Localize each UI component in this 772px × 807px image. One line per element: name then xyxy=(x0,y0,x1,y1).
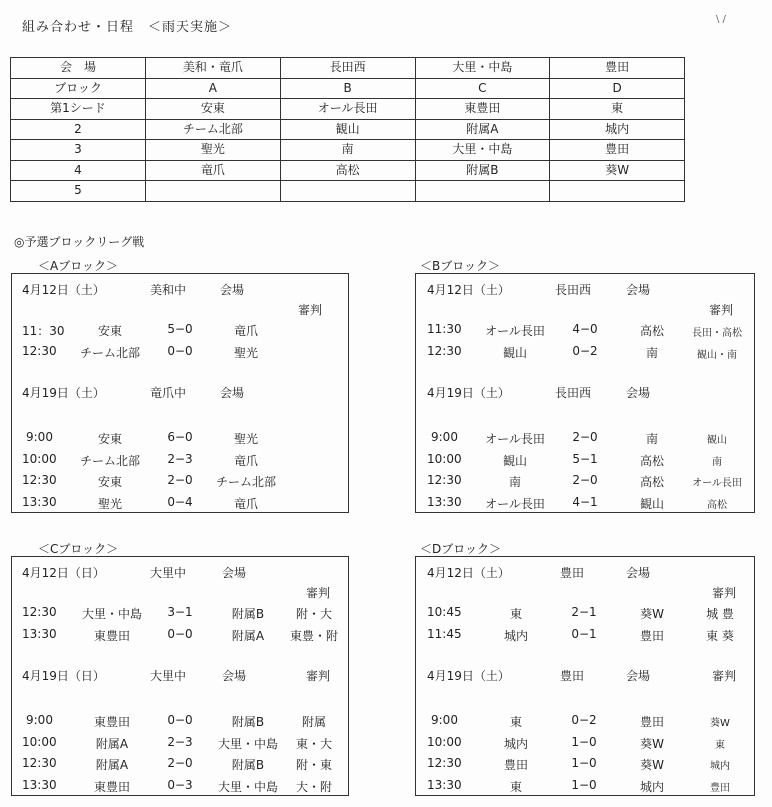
match-referee: 高松 xyxy=(707,500,727,511)
match-away-team: 葵W xyxy=(640,758,664,772)
match-home-team: チーム北部 xyxy=(79,454,141,468)
referee-header: 審判 xyxy=(305,586,331,600)
summary-cell: B xyxy=(280,78,415,99)
match-time: 11：30 xyxy=(22,324,65,338)
block-label: ＜Dブロック＞ xyxy=(420,542,502,556)
match-time: 12:30 xyxy=(22,473,57,487)
match-referee: 長田・高松 xyxy=(692,328,742,339)
match-referee: 東・大 xyxy=(295,737,333,751)
match-day-venue: 会場 xyxy=(625,386,651,400)
summary-cell: 第1シード xyxy=(11,99,146,120)
summary-cell: 豊田 xyxy=(550,140,685,161)
match-time: 12:30 xyxy=(22,344,57,358)
summary-header-cell: 会 場 xyxy=(11,58,146,79)
summary-header-cell: 大里・中島 xyxy=(415,58,550,79)
summary-cell: オール長田 xyxy=(280,99,415,120)
summary-row xyxy=(11,160,685,181)
match-away-team: 葵W xyxy=(640,607,664,621)
match-referee: 大・附 xyxy=(295,780,333,794)
match-score: 2−0 xyxy=(167,473,193,487)
match-away-team: 附属B xyxy=(231,607,265,621)
match-time: 10:00 xyxy=(427,452,462,466)
match-day-venue: 会場 xyxy=(219,386,245,400)
match-score: 2−3 xyxy=(167,452,193,466)
summary-cell: 安東 xyxy=(146,99,281,120)
match-day-school: 豊田 xyxy=(559,566,585,580)
summary-cell: 2 xyxy=(11,119,146,140)
match-day-venue: 会場 xyxy=(625,283,651,297)
summary-cell: D xyxy=(550,78,685,99)
summary-row xyxy=(11,140,685,161)
summary-cell: 葵W xyxy=(550,160,685,181)
match-day-venue: 会場 xyxy=(625,669,651,683)
match-time: 9:00 xyxy=(26,430,53,444)
match-score: 1−0 xyxy=(571,778,597,792)
match-time: 12:30 xyxy=(427,344,462,358)
summary-cell: 聖光 xyxy=(146,140,281,161)
match-referee: 観山・南 xyxy=(697,350,737,361)
match-away-team: 附属B xyxy=(231,715,265,729)
match-time: 9:00 xyxy=(26,713,53,727)
match-away-team: 豊田 xyxy=(639,629,665,643)
summary-cell xyxy=(550,181,685,202)
match-day-date: 4月12日（土） xyxy=(22,283,105,297)
match-home-team: 附属A xyxy=(95,758,129,772)
match-day-date: 4月12日（日） xyxy=(22,566,105,580)
summary-cell: C xyxy=(415,78,550,99)
referee-header: 審判 xyxy=(297,303,323,317)
match-home-team: 聖光 xyxy=(97,497,123,511)
section-heading: ◎予選ブロックリーグ戦 xyxy=(14,235,145,249)
match-day-venue: 会場 xyxy=(625,566,651,580)
match-away-team: 葵W xyxy=(640,737,664,751)
match-time: 9:00 xyxy=(431,430,458,444)
match-day-school: 大里中 xyxy=(149,669,187,683)
match-away-team: 聖光 xyxy=(233,346,259,360)
match-score: 3−1 xyxy=(167,605,193,619)
summary-cell: 3 xyxy=(11,140,146,161)
match-day-date: 4月19日（土） xyxy=(427,669,510,683)
referee-header: 審判 xyxy=(708,303,734,317)
summary-cell: 観山 xyxy=(280,119,415,140)
summary-table xyxy=(10,57,685,202)
match-score: 5−1 xyxy=(572,452,598,466)
match-time: 10:00 xyxy=(427,735,462,749)
match-time: 11:30 xyxy=(427,322,462,336)
match-home-team: 附属A xyxy=(95,737,129,751)
match-away-team: 高松 xyxy=(639,454,665,468)
match-time: 13:30 xyxy=(22,627,57,641)
summary-cell: 5 xyxy=(11,181,146,202)
match-time: 12:30 xyxy=(22,605,57,619)
match-day-date: 4月12日（土） xyxy=(427,283,510,297)
match-home-team: 安東 xyxy=(97,475,123,489)
summary-cell: 大里・中島 xyxy=(415,140,550,161)
match-away-team: 豊田 xyxy=(639,715,665,729)
match-referee: 附・大 xyxy=(295,607,333,621)
match-away-team: 観山 xyxy=(639,497,665,511)
summary-cell xyxy=(146,181,281,202)
match-time: 12:30 xyxy=(427,756,462,770)
match-home-team: オール長田 xyxy=(485,324,545,338)
summary-cell: チーム北部 xyxy=(146,119,281,140)
match-time: 12:30 xyxy=(22,756,57,770)
corner-mark: \ / xyxy=(716,14,726,25)
match-home-team: 東 xyxy=(509,607,523,621)
summary-cell xyxy=(280,181,415,202)
match-away-team: 大里・中島 xyxy=(217,780,279,794)
match-time: 13:30 xyxy=(427,778,462,792)
match-referee: 東 葵 xyxy=(706,629,734,643)
summary-cell: 附属B xyxy=(415,160,550,181)
match-referee: オール長田 xyxy=(692,478,742,489)
match-score: 0−1 xyxy=(571,627,597,641)
match-score: 5−0 xyxy=(167,322,193,336)
summary-cell: 城内 xyxy=(550,119,685,140)
summary-cell: 附属A xyxy=(415,119,550,140)
referee-header: 審判 xyxy=(711,586,737,600)
match-away-team: 高松 xyxy=(639,475,665,489)
match-score: 0−0 xyxy=(167,713,193,727)
match-away-team: 附属B xyxy=(231,758,265,772)
match-time: 12:30 xyxy=(427,473,462,487)
match-away-team: 竜爪 xyxy=(233,324,259,338)
summary-cell: ブロック xyxy=(11,78,146,99)
match-day-school: 大里中 xyxy=(149,566,187,580)
match-referee: 南 xyxy=(712,457,722,468)
match-away-team: 大里・中島 xyxy=(217,737,279,751)
summary-row xyxy=(11,99,685,120)
match-day-school: 長田西 xyxy=(554,283,592,297)
match-score: 2−1 xyxy=(571,605,597,619)
match-referee: 葵W xyxy=(710,718,730,729)
match-away-team: 聖光 xyxy=(233,432,259,446)
match-score: 2−0 xyxy=(572,430,598,444)
match-home-team: 城内 xyxy=(503,737,529,751)
match-time: 10:45 xyxy=(427,605,462,619)
match-home-team: オール長田 xyxy=(485,497,545,511)
match-day-date: 4月19日（日） xyxy=(22,669,105,683)
summary-cell: 高松 xyxy=(280,160,415,181)
summary-header-row xyxy=(11,58,685,79)
match-time: 10:00 xyxy=(22,735,57,749)
match-home-team: 東豊田 xyxy=(93,629,131,643)
page-title: 組み合わせ・日程 ＜雨天実施＞ xyxy=(22,20,233,35)
match-day-date: 4月19日（土） xyxy=(22,386,105,400)
referee-header: 審判 xyxy=(305,669,331,683)
match-time: 13:30 xyxy=(22,495,57,509)
match-score: 4−0 xyxy=(572,322,598,336)
match-away-team: 城内 xyxy=(639,780,665,794)
block-label: ＜Bブロック＞ xyxy=(420,259,500,273)
match-away-team: チーム北部 xyxy=(215,475,277,489)
match-day-date: 4月12日（土） xyxy=(427,566,510,580)
match-referee: 東 xyxy=(715,740,725,751)
summary-row xyxy=(11,181,685,202)
block-label: ＜Aブロック＞ xyxy=(38,259,118,273)
summary-row xyxy=(11,119,685,140)
summary-header-cell: 長田西 xyxy=(280,58,415,79)
match-score: 0−3 xyxy=(167,778,193,792)
match-time: 13:30 xyxy=(22,778,57,792)
summary-cell: 南 xyxy=(280,140,415,161)
summary-row xyxy=(11,78,685,99)
match-day-school: 豊田 xyxy=(559,669,585,683)
match-home-team: 豊田 xyxy=(503,758,529,772)
match-day-venue: 会場 xyxy=(221,566,247,580)
match-score: 0−2 xyxy=(572,344,598,358)
match-away-team: 高松 xyxy=(639,324,665,338)
match-referee: 東豊・附 xyxy=(289,629,339,643)
match-score: 0−2 xyxy=(571,713,597,727)
match-home-team: 城内 xyxy=(503,629,529,643)
match-time: 10:00 xyxy=(22,452,57,466)
match-day-school: 長田西 xyxy=(554,386,592,400)
match-referee: 城 豊 xyxy=(706,607,734,621)
match-day-date: 4月19日（土） xyxy=(427,386,510,400)
match-referee: 城内 xyxy=(710,761,730,772)
summary-header-cell: 豊田 xyxy=(550,58,685,79)
match-home-team: 東 xyxy=(509,780,523,794)
match-score: 0−0 xyxy=(167,627,193,641)
referee-header: 審判 xyxy=(711,669,737,683)
summary-cell: A xyxy=(146,78,281,99)
summary-cell: 4 xyxy=(11,160,146,181)
match-home-team: 観山 xyxy=(502,346,528,360)
match-home-team: 観山 xyxy=(502,454,528,468)
match-home-team: 東豊田 xyxy=(93,780,131,794)
match-referee: 附・東 xyxy=(295,758,333,772)
match-day-venue: 会場 xyxy=(221,669,247,683)
match-time: 11:45 xyxy=(427,627,462,641)
match-home-team: チーム北部 xyxy=(79,346,141,360)
match-score: 0−4 xyxy=(167,495,193,509)
match-day-school: 竜爪中 xyxy=(149,386,187,400)
match-home-team: 東 xyxy=(509,715,523,729)
match-referee: 附属 xyxy=(301,715,327,729)
summary-cell xyxy=(415,181,550,202)
summary-cell: 東 xyxy=(550,99,685,120)
match-away-team: 南 xyxy=(645,346,659,360)
summary-cell: 竜爪 xyxy=(146,160,281,181)
match-home-team: 南 xyxy=(508,475,522,489)
match-referee: 豊田 xyxy=(710,783,730,794)
match-score: 1−0 xyxy=(571,756,597,770)
match-score: 2−0 xyxy=(167,756,193,770)
match-score: 6−0 xyxy=(167,430,193,444)
match-home-team: オール長田 xyxy=(485,432,545,446)
match-home-team: 東豊田 xyxy=(93,715,131,729)
match-score: 2−0 xyxy=(572,473,598,487)
match-away-team: 附属A xyxy=(231,629,265,643)
match-day-school: 美和中 xyxy=(149,283,187,297)
summary-cell: 東豊田 xyxy=(415,99,550,120)
match-day-venue: 会場 xyxy=(219,283,245,297)
match-score: 2−3 xyxy=(167,735,193,749)
match-home-team: 安東 xyxy=(97,432,123,446)
match-score: 1−0 xyxy=(571,735,597,749)
match-home-team: 大里・中島 xyxy=(81,607,143,621)
match-score: 4−1 xyxy=(572,495,598,509)
match-time: 13:30 xyxy=(427,495,462,509)
match-referee: 観山 xyxy=(707,435,727,446)
match-time: 9:00 xyxy=(431,713,458,727)
match-away-team: 竜爪 xyxy=(233,497,259,511)
match-home-team: 安東 xyxy=(97,324,123,338)
block-label: ＜Cブロック＞ xyxy=(38,542,119,556)
match-away-team: 南 xyxy=(645,432,659,446)
summary-header-cell: 美和・竜爪 xyxy=(146,58,281,79)
match-score: 0−0 xyxy=(167,344,193,358)
match-away-team: 竜爪 xyxy=(233,454,259,468)
